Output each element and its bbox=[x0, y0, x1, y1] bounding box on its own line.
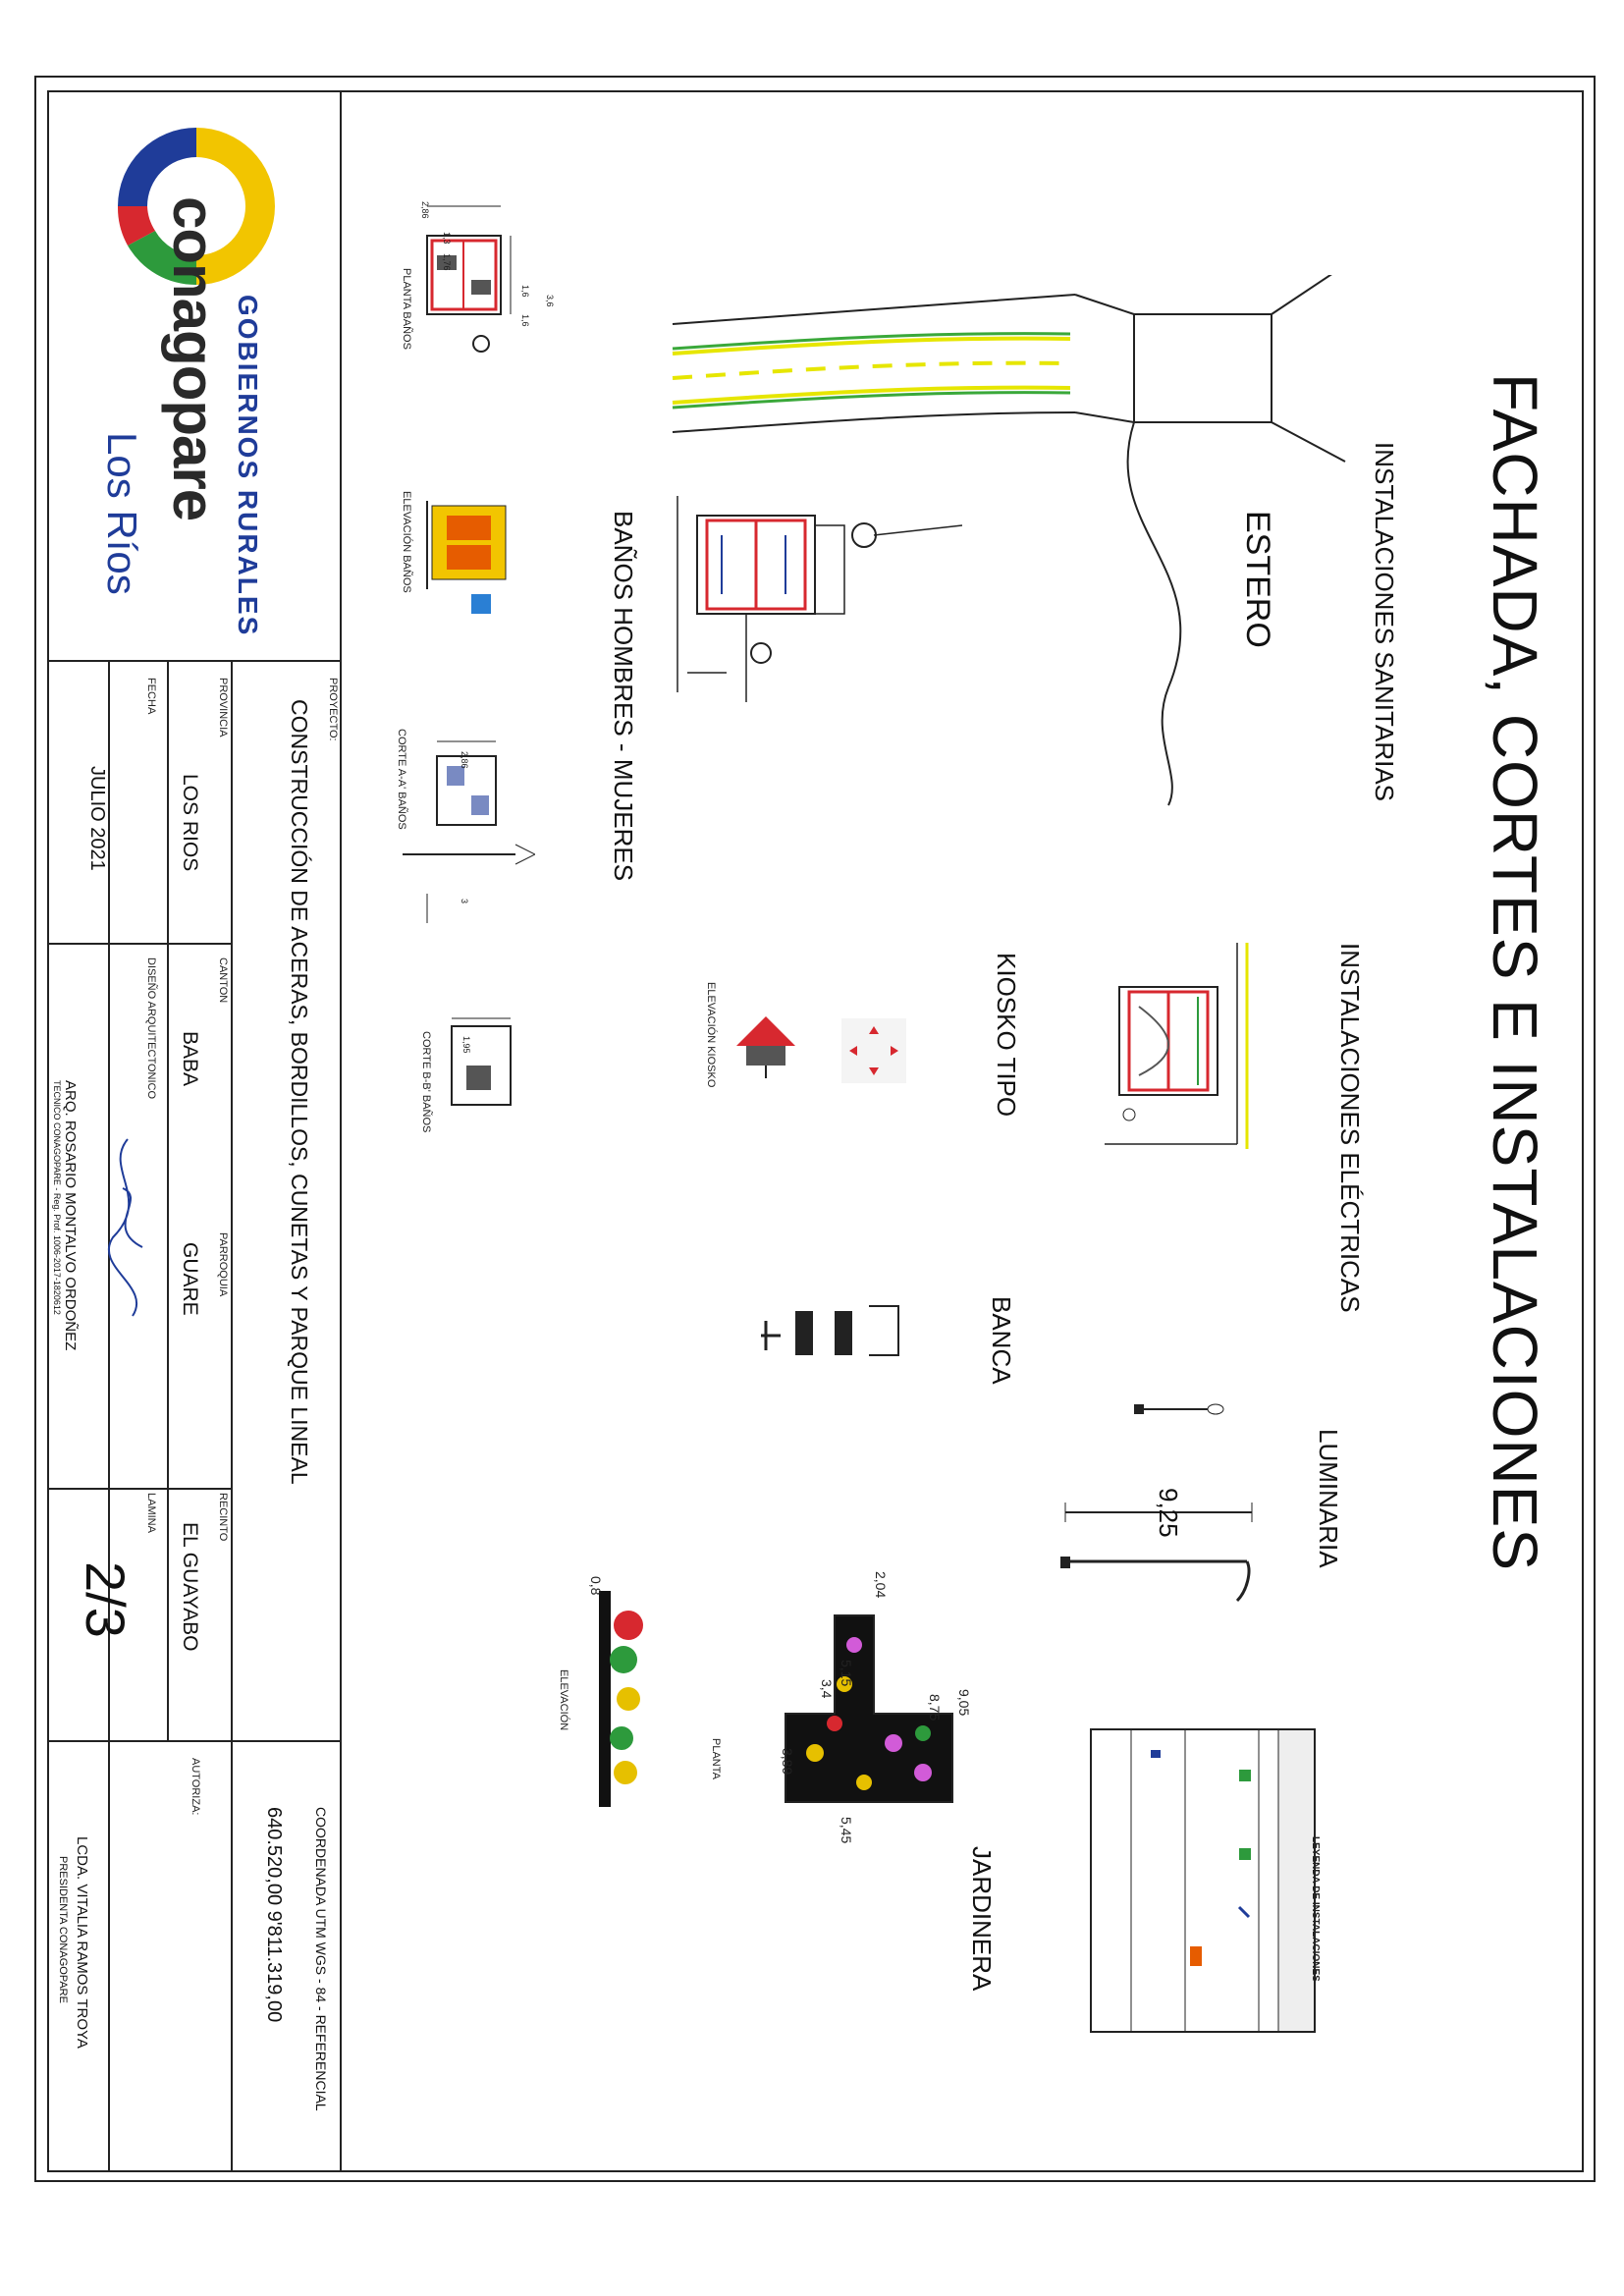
banca-drawing bbox=[756, 1301, 923, 1360]
dim-jardinera-6: 3,89 bbox=[780, 1748, 795, 1776]
dim-elevacion: 0,8 bbox=[588, 1576, 604, 1596]
lamina-value: 2/3 bbox=[75, 1561, 136, 1638]
legend-contents bbox=[1092, 1730, 1314, 2031]
label-corte-aa: CORTE A-A' BAÑOS bbox=[396, 729, 407, 830]
label-luminaria: LUMINARIA bbox=[1314, 1429, 1343, 1568]
label-banos: BAÑOS HOMBRES - MUJERES bbox=[609, 511, 638, 882]
dim-planta-banos-1: 2,86 bbox=[420, 201, 430, 219]
disenador-cargo: TECNICO CONAGOPARE - Reg. Prof. 1006-2017-1820612 bbox=[52, 1080, 62, 1315]
dim-planta-banos-5: 1,6 bbox=[520, 314, 530, 327]
label-planta-jardinera: PLANTA bbox=[710, 1738, 722, 1779]
dim-planta-banos-4: 1,6 bbox=[520, 285, 530, 298]
label-estero: ESTERO bbox=[1239, 511, 1276, 648]
electric-plan bbox=[1100, 938, 1257, 1164]
label-elevacion-jardinera: ELEVACIÓN bbox=[558, 1669, 569, 1731]
lamina-label: LAMINA bbox=[145, 1493, 157, 1533]
autoriza-label: AUTORIZA: bbox=[189, 1758, 201, 1816]
tb-row-divider-logo bbox=[47, 660, 342, 662]
dim-planta-banos-2: 1,3 bbox=[442, 232, 452, 245]
label-corte-bb: CORTE B-B' BAÑOS bbox=[420, 1031, 432, 1133]
dim-corte-aa-2: 3 bbox=[460, 899, 469, 904]
logo-tagline: GOBIERNOS RURALES bbox=[233, 295, 263, 637]
parroquia-value: GUARE bbox=[179, 1242, 201, 1316]
tb-row-divider-3 bbox=[47, 1740, 342, 1742]
signature-arquitecta bbox=[93, 1129, 162, 1326]
legend-box bbox=[1090, 1728, 1316, 2033]
tb-row-divider-2 bbox=[47, 1488, 231, 1490]
canton-label: CANTON bbox=[217, 957, 229, 1004]
label-instalaciones-electricas: INSTALACIONES ELÉCTRICAS bbox=[1335, 943, 1365, 1313]
tb-col-divider-1 bbox=[108, 660, 110, 2172]
dim-planta-banos-3: 1,76 bbox=[442, 253, 452, 271]
autoriza-nombre: LCDA. VITALIA RAMOS TROYA bbox=[74, 1836, 90, 2049]
tb-row-divider-1 bbox=[47, 943, 231, 945]
label-elevacion-banos: ELEVACIÓN BAÑOS bbox=[401, 491, 412, 593]
coord-label: COORDENADA UTM WGS - 84 - REFERENCIAL bbox=[313, 1807, 329, 2111]
sheet-title: FACHADA, CORTES E INSTALACIONES bbox=[1480, 373, 1550, 1571]
dim-corte-bb-1: 1,95 bbox=[461, 1036, 471, 1054]
luminaria-height: 9,25 bbox=[1154, 1488, 1183, 1538]
autoriza-cargo: PRESIDENTA CONAGOPARE bbox=[57, 1856, 69, 2003]
label-banca: BANCA bbox=[987, 1296, 1016, 1385]
label-kiosko-tipo: KIOSKO TIPO bbox=[992, 953, 1021, 1118]
dim-corte-aa-1: 2,86 bbox=[460, 751, 469, 769]
fecha-label: FECHA bbox=[145, 678, 157, 715]
recinto-value: EL GUAYABO bbox=[179, 1522, 201, 1652]
logo-brand: conagopare bbox=[161, 196, 227, 521]
tb-col-divider-2 bbox=[167, 660, 169, 1740]
dim-jardinera-1: 2,04 bbox=[873, 1571, 889, 1599]
diseno-label: DISEÑO ARQUITECTONICO bbox=[145, 957, 157, 1100]
proyecto-label: PROYECTO: bbox=[327, 678, 339, 741]
elevacion-banos-drawing bbox=[412, 496, 520, 624]
provincia-label: PROVINCIA bbox=[217, 678, 229, 738]
fecha-value: JULIO 2021 bbox=[86, 766, 108, 871]
corte-bb-drawing bbox=[432, 1016, 530, 1144]
dim-jardinera-4: 5,15 bbox=[839, 1660, 854, 1687]
sanitary-plan bbox=[668, 496, 962, 732]
legend-title: LEYENDA DE INSTALACIONES bbox=[1310, 1836, 1321, 1982]
canton-value: BABA bbox=[179, 1031, 201, 1087]
tb-col-divider-3 bbox=[231, 660, 233, 2172]
dim-jardinera-2: 9,05 bbox=[956, 1689, 972, 1717]
planta-banos-drawing bbox=[422, 196, 579, 373]
recinto-label: RECINTO bbox=[217, 1493, 229, 1542]
jardinera-elevacion-drawing bbox=[594, 1581, 673, 1817]
label-elevacion-kiosko: ELEVACIÓN KIOSKO bbox=[705, 982, 717, 1088]
dim-jardinera-5: 3,4 bbox=[819, 1679, 835, 1699]
parroquia-label: PARROQUIA bbox=[217, 1232, 229, 1297]
provincia-value: LOS RIOS bbox=[179, 774, 201, 872]
kiosko-plan-drawing bbox=[839, 1016, 908, 1085]
label-jardinera: JARDINERA bbox=[967, 1846, 997, 1992]
proyecto-name: CONSTRUCCIÓN DE ACERAS, BORDILLOS, CUNETAS Y PARQUE LINEAL bbox=[287, 699, 312, 1485]
logo-region: Los Ríos bbox=[99, 432, 145, 595]
coord-values: 640.520,00 9'811.319,00 bbox=[263, 1807, 285, 2023]
disenador-name: ARQ. ROSARIO MONTALVO ORDOÑEZ bbox=[62, 1080, 79, 1351]
label-planta-banos: PLANTA BAÑOS bbox=[401, 268, 412, 350]
kiosko-elevation-drawing bbox=[731, 1011, 800, 1080]
dim-jardinera-7: 5,45 bbox=[839, 1817, 854, 1844]
luminaria-plan-icon bbox=[1129, 1394, 1227, 1424]
dim-planta-banos-6: 3,6 bbox=[545, 295, 555, 307]
dim-jardinera-3: 8,75 bbox=[927, 1694, 943, 1722]
label-instalaciones-sanitarias: INSTALACIONES SANITARIAS bbox=[1370, 442, 1399, 802]
